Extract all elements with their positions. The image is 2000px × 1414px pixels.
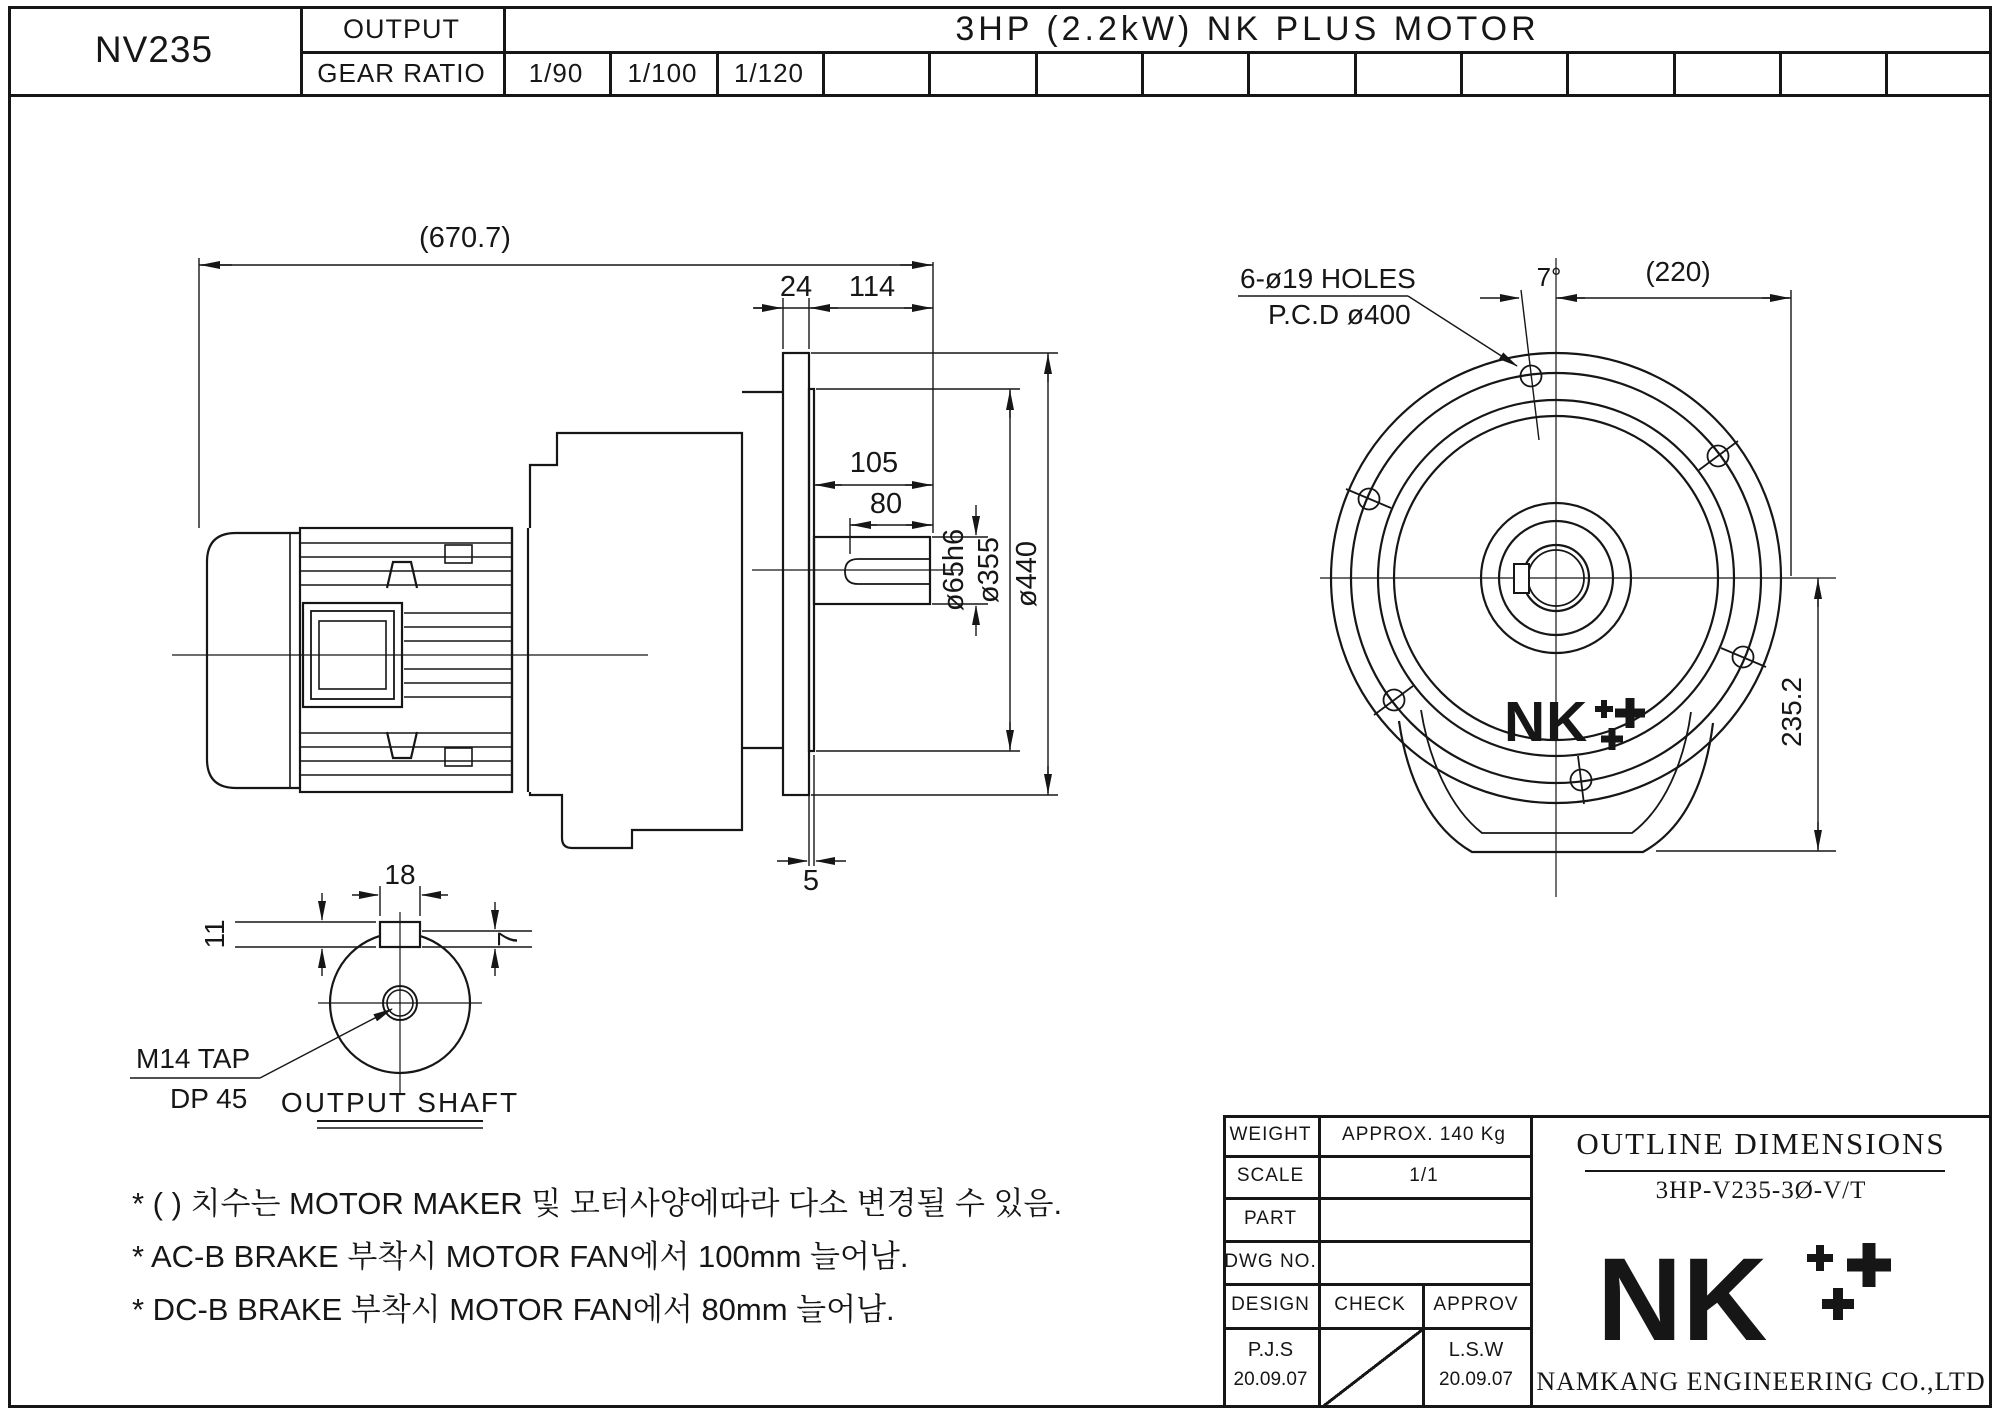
keyway-slot xyxy=(845,559,930,584)
doc-title-underline xyxy=(1585,1170,1945,1172)
note-line: * DC-B BRAKE 부착시 MOTOR FAN에서 80mm 늘어남. xyxy=(132,1292,895,1327)
tie-bolt xyxy=(445,545,472,563)
lifting-lug xyxy=(387,562,417,588)
dim-shaft-dia: ø65h6 xyxy=(938,528,970,612)
weight-label: WEIGHT xyxy=(1229,1124,1312,1145)
part-label: PART xyxy=(1244,1207,1297,1229)
gear-ratio-2: 1/100 xyxy=(627,57,698,88)
dim-7deg: 7° xyxy=(1536,262,1562,292)
scale-label: SCALE xyxy=(1236,1165,1305,1186)
check-label: CHECK xyxy=(1334,1294,1406,1315)
cooling-fins xyxy=(300,543,512,775)
dwg-no-label: DWG NO. xyxy=(1224,1250,1317,1272)
bore-keyway xyxy=(1514,564,1529,593)
output-shaft-detail xyxy=(318,912,482,1094)
gear-ratio-label: GEAR RATIO xyxy=(317,57,486,88)
part-value xyxy=(1318,1197,1530,1240)
check-cell-diagonal xyxy=(1321,1330,1422,1408)
nk-logo-plus-icon xyxy=(1595,698,1645,750)
note-line: * AC-B BRAKE 부착시 MOTOR FAN에서 100mm 늘어남. xyxy=(132,1239,909,1274)
design-label: DESIGN xyxy=(1231,1294,1310,1315)
front-view-dimensions xyxy=(1238,256,1836,851)
dim-spigot-dia: ø355 xyxy=(973,536,1005,604)
dwg-no-value xyxy=(1318,1240,1530,1283)
side-view xyxy=(172,353,962,848)
approv-sign: L.S.W xyxy=(1448,1338,1504,1361)
dim-80: 80 xyxy=(869,488,903,520)
approv-label: APPROV xyxy=(1433,1294,1519,1315)
fan-cover xyxy=(207,533,300,788)
holes-note-line2: P.C.D ø400 xyxy=(1268,299,1411,330)
motor-adapter xyxy=(512,528,528,792)
motor-title: 3HP (2.2kW) NK PLUS MOTOR xyxy=(955,9,1540,48)
note-line: * ( ) 치수는 MOTOR MAKER 및 모터사양에따라 다소 변경될 수 있음. xyxy=(132,1186,1063,1221)
doc-subtitle: 3HP-V235-3Ø-V/T xyxy=(1655,1177,1867,1204)
detail-centerlines xyxy=(318,912,482,1094)
lifting-lug xyxy=(387,732,417,758)
gearbox-housing xyxy=(530,392,783,848)
scale-value: 1/1 xyxy=(1409,1165,1439,1186)
dim-overall: (670.7) xyxy=(419,222,511,254)
gear-ratio-1: 1/90 xyxy=(528,57,584,88)
output-flange xyxy=(783,353,814,795)
holes-note-line1: 6-ø19 HOLES xyxy=(1240,263,1416,294)
approv-date: 20.09.07 xyxy=(1439,1369,1513,1390)
design-sign: P.J.S xyxy=(1247,1338,1294,1361)
company-nk-logo xyxy=(1595,1232,1935,1362)
dim-220: (220) xyxy=(1645,256,1711,287)
front-view xyxy=(1320,258,1836,897)
nk-logo-plus-icon xyxy=(1807,1243,1891,1320)
tap-note-line2: DP 45 xyxy=(170,1083,248,1114)
dim-7: 7 xyxy=(492,931,523,947)
dim-5: 5 xyxy=(802,865,820,897)
dim-114: 114 xyxy=(848,271,896,303)
dim-18: 18 xyxy=(384,859,416,890)
dim-24: 24 xyxy=(779,271,813,303)
gear-ratio-3: 1/120 xyxy=(733,57,805,88)
design-date: 20.09.07 xyxy=(1233,1369,1308,1390)
dim-105: 105 xyxy=(849,447,899,479)
dim-flange-dia: ø440 xyxy=(1011,540,1043,608)
svg-text:NK: NK xyxy=(1504,690,1589,754)
svg-text:NK: NK xyxy=(1597,1234,1768,1362)
tap-note-line1: M14 TAP xyxy=(136,1043,251,1074)
doc-title: OUTLINE DIMENSIONS xyxy=(1576,1126,1946,1161)
shaft-detail-caption: OUTPUT SHAFT xyxy=(280,1087,520,1118)
motor-body xyxy=(300,528,512,792)
dim-235: 235.2 xyxy=(1776,676,1807,748)
output-label: OUTPUT xyxy=(343,13,460,44)
drawing-notes xyxy=(132,1188,1062,1347)
company-name: NAMKANG ENGINEERING CO.,LTD xyxy=(1536,1367,1986,1396)
dim-11: 11 xyxy=(199,919,230,949)
front-view-nk-logo xyxy=(1504,690,1645,754)
weight-value: APPROX. 140 Kg xyxy=(1342,1124,1506,1145)
tie-bolt xyxy=(445,748,472,766)
model-number: NV235 xyxy=(94,29,214,70)
